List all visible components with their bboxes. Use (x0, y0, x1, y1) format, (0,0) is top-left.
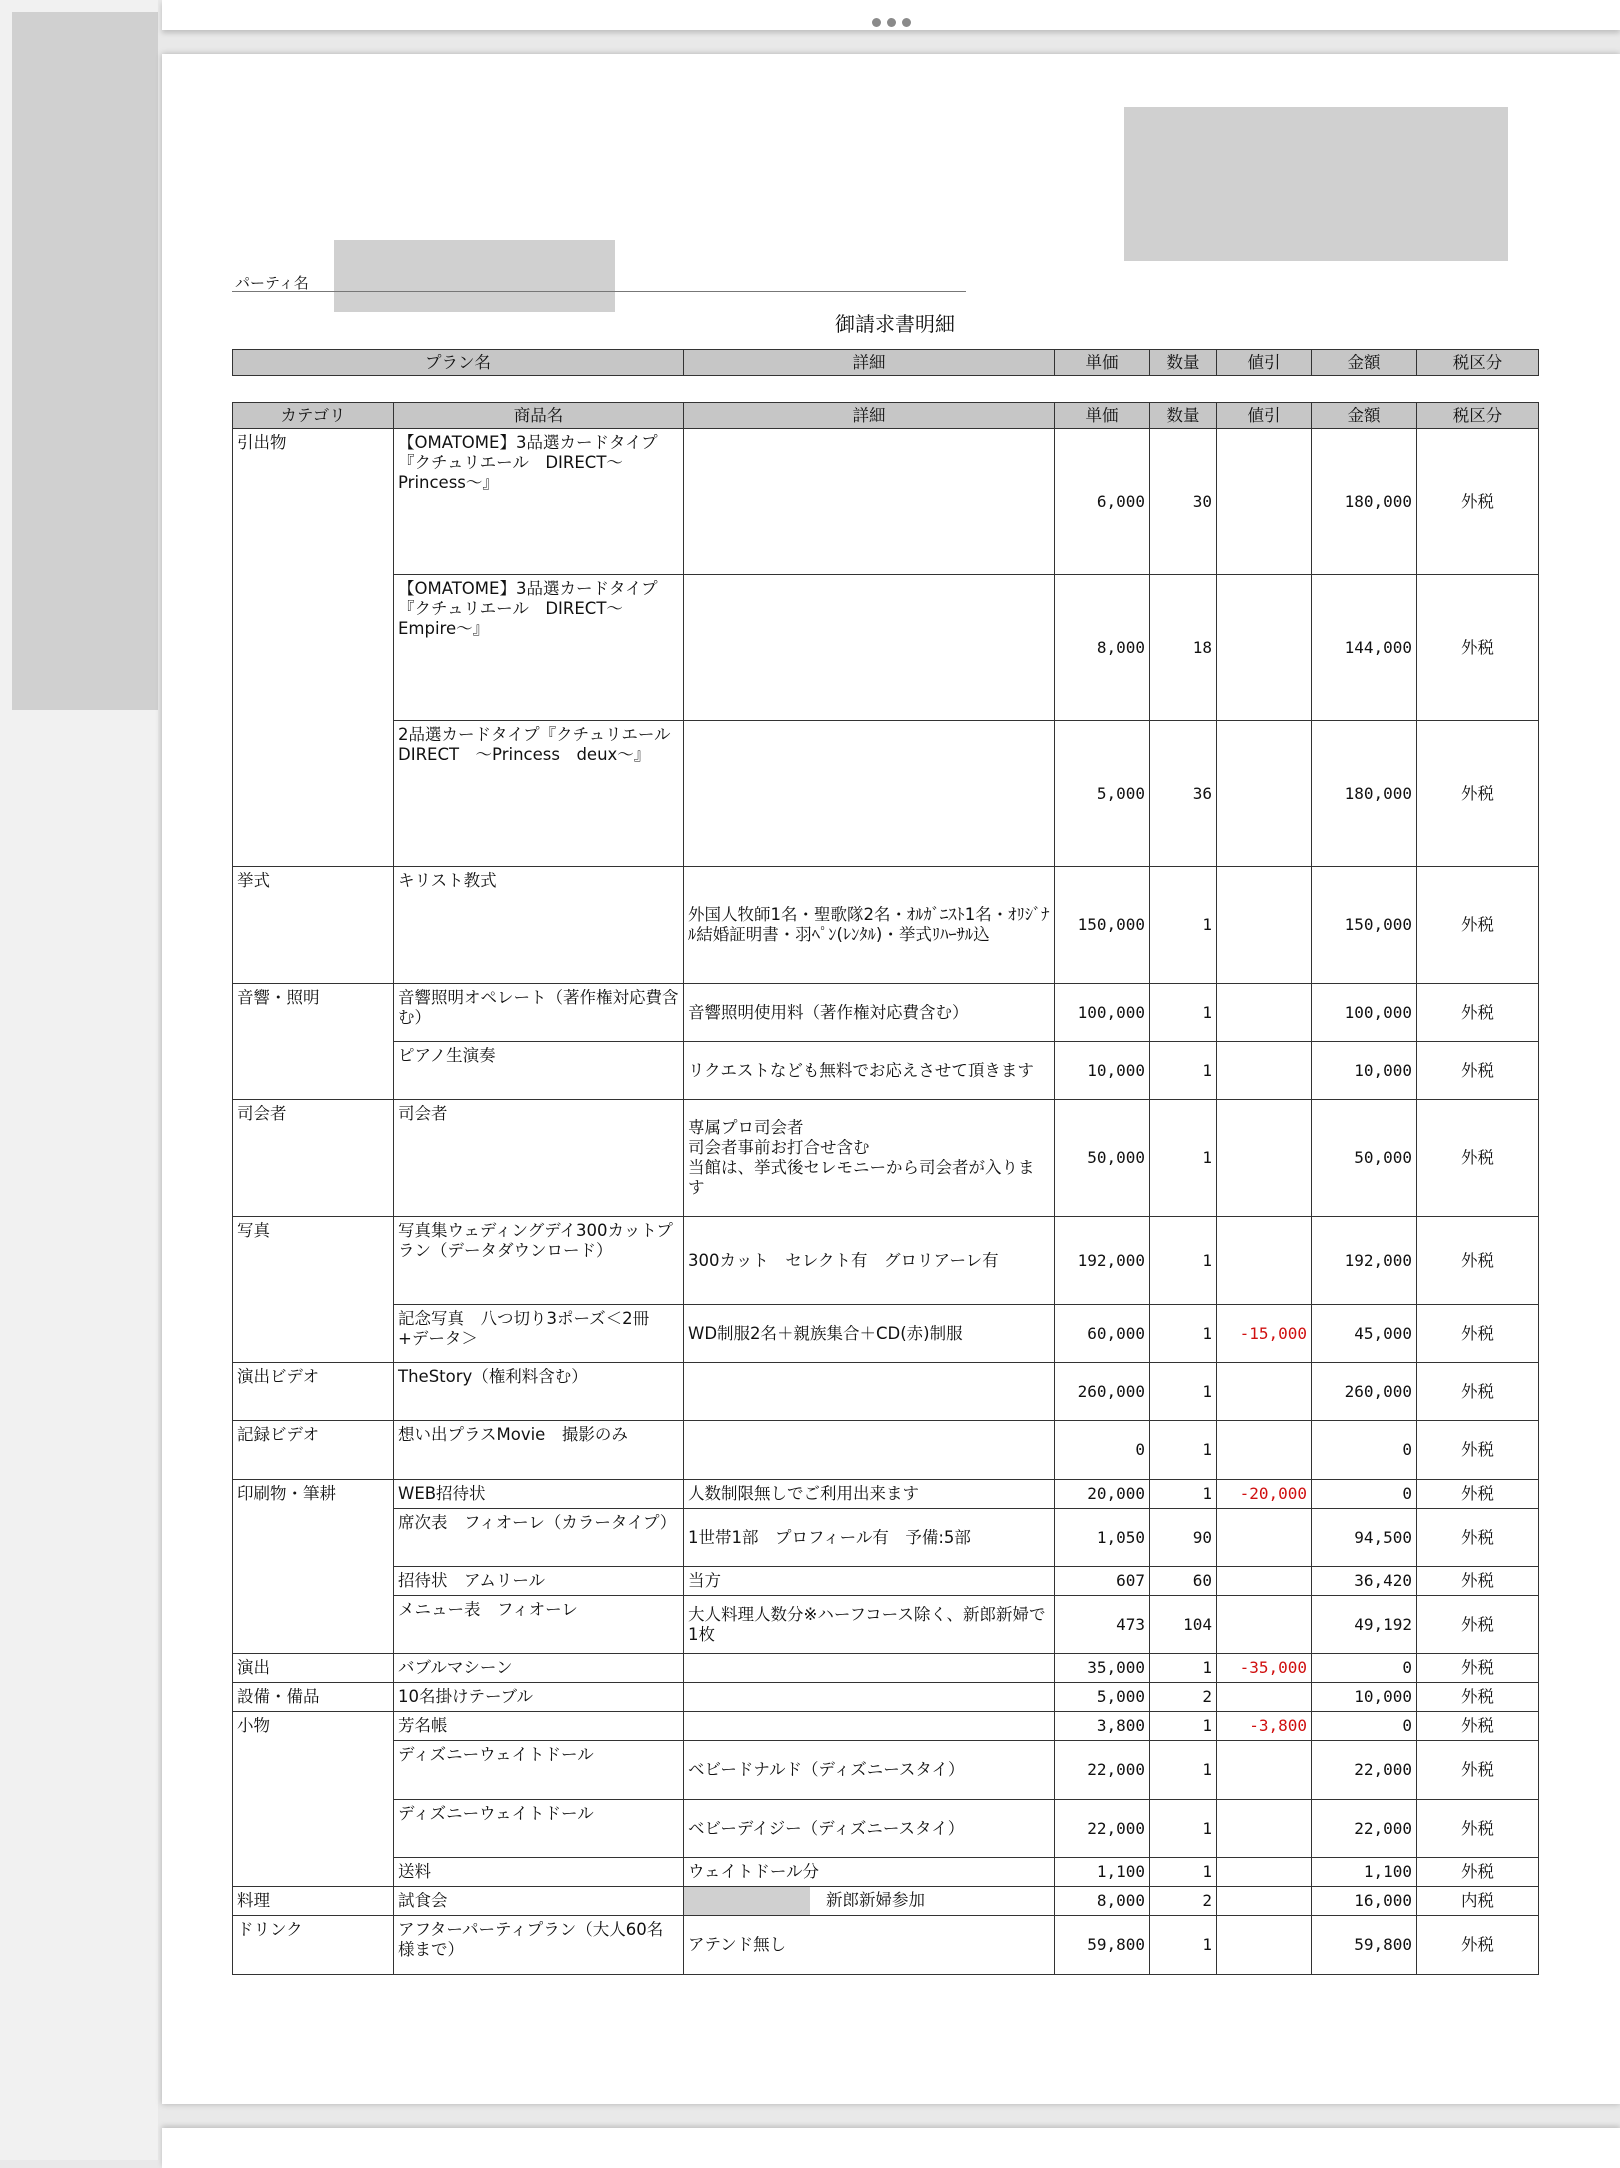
qty-cell: 1 (1150, 1741, 1217, 1800)
price-cell: 35,000 (1055, 1654, 1150, 1683)
items-table (232, 402, 1539, 1975)
plan-header-cell: 数量 (1150, 350, 1217, 376)
table-row (233, 1100, 1539, 1217)
items-header-cell: 税区分 (1417, 403, 1539, 429)
price-cell: 60,000 (1055, 1305, 1150, 1363)
category-cell: 写真 (233, 1217, 394, 1363)
redacted-party-name (334, 240, 615, 312)
page-thumbnail[interactable] (12, 12, 158, 710)
amount-cell: 94,500 (1312, 1509, 1417, 1567)
amount-cell: 22,000 (1312, 1800, 1417, 1858)
table-row (233, 1567, 1539, 1596)
amount-cell: 22,000 (1312, 1741, 1417, 1800)
item-name-cell: ピアノ生演奏 (394, 1042, 684, 1100)
qty-cell: 1 (1150, 1305, 1217, 1363)
table-row (233, 1800, 1539, 1858)
category-cell: 印刷物・筆耕 (233, 1480, 394, 1654)
item-name-cell: 席次表 フィオーレ（カラータイプ） (394, 1509, 684, 1567)
qty-cell: 1 (1150, 1654, 1217, 1683)
amount-cell: 0 (1312, 1712, 1417, 1741)
detail-cell: 1世帯1部 プロフィール有 予備:5部 (684, 1509, 1055, 1567)
table-row (233, 1480, 1539, 1509)
price-cell: 260,000 (1055, 1363, 1150, 1421)
items-header-cell: 単価 (1055, 403, 1150, 429)
detail-cell: 外国人牧師1名・聖歌隊2名・ｵﾙｶﾞﾆｽﾄ1名・ｵﾘｼﾞﾅﾙ結婚証明書・羽ﾍﾟﾝ(ﾚﾝﾀﾙ)・挙式ﾘﾊｰｻﾙ込 (684, 867, 1055, 984)
price-cell: 1,050 (1055, 1509, 1150, 1567)
plan-header-cell: 値引 (1217, 350, 1312, 376)
price-cell: 0 (1055, 1421, 1150, 1480)
table-row (233, 1916, 1539, 1975)
discount-cell (1217, 1741, 1312, 1800)
tax-cell: 外税 (1417, 1683, 1539, 1712)
detail-cell (684, 1712, 1055, 1741)
items-header-row (233, 403, 1539, 429)
item-name-cell: 10名掛けテーブル (394, 1683, 684, 1712)
price-cell: 192,000 (1055, 1217, 1150, 1305)
tax-cell: 外税 (1417, 1480, 1539, 1509)
tax-cell: 外税 (1417, 1741, 1539, 1800)
category-cell: 挙式 (233, 867, 394, 984)
tax-cell: 外税 (1417, 1858, 1539, 1887)
item-name-cell: 2品選カードタイプ『クチュリエール DIRECT 〜Princess deux〜』 (394, 721, 684, 867)
price-cell: 3,800 (1055, 1712, 1150, 1741)
tax-cell: 外税 (1417, 1596, 1539, 1654)
discount-cell (1217, 867, 1312, 984)
detail-text: 新郎新婦参加 (826, 1890, 925, 1910)
discount-cell: -35,000 (1217, 1654, 1312, 1683)
plan-header-cell: 税区分 (1417, 350, 1539, 376)
discount-cell: -15,000 (1217, 1305, 1312, 1363)
amount-cell: 144,000 (1312, 575, 1417, 721)
discount-cell (1217, 1100, 1312, 1217)
detail-cell (684, 1887, 1055, 1916)
invoice-page (162, 54, 1620, 2104)
detail-cell (684, 575, 1055, 721)
plan-header-cell: 単価 (1055, 350, 1150, 376)
item-name-cell: 芳名帳 (394, 1712, 684, 1741)
discount-cell (1217, 1217, 1312, 1305)
detail-cell: ベビーデイジー（ディズニースタイ） (684, 1800, 1055, 1858)
qty-cell: 1 (1150, 1100, 1217, 1217)
item-name-cell: ディズニーウェイトドール (394, 1741, 684, 1800)
item-name-cell: 写真集ウェディングデイ300カットプラン（データダウンロード） (394, 1217, 684, 1305)
amount-cell: 59,800 (1312, 1916, 1417, 1975)
tax-cell: 外税 (1417, 1100, 1539, 1217)
amount-cell: 49,192 (1312, 1596, 1417, 1654)
redacted-detail (684, 1887, 810, 1915)
qty-cell: 1 (1150, 1421, 1217, 1480)
price-cell: 50,000 (1055, 1100, 1150, 1217)
discount-cell (1217, 429, 1312, 575)
item-name-cell: 試食会 (394, 1887, 684, 1916)
qty-cell: 1 (1150, 1800, 1217, 1858)
amount-cell: 50,000 (1312, 1100, 1417, 1217)
amount-cell: 180,000 (1312, 429, 1417, 575)
tax-cell: 外税 (1417, 867, 1539, 984)
discount-cell (1217, 575, 1312, 721)
amount-cell: 0 (1312, 1654, 1417, 1683)
discount-cell (1217, 1858, 1312, 1887)
table-row (233, 1509, 1539, 1567)
detail-cell (684, 1654, 1055, 1683)
table-row (233, 1217, 1539, 1305)
qty-cell: 30 (1150, 429, 1217, 575)
table-row (233, 1596, 1539, 1654)
tax-cell: 外税 (1417, 984, 1539, 1042)
thumbnail-sidebar (0, 0, 158, 2160)
table-row (233, 1683, 1539, 1712)
price-cell: 100,000 (1055, 984, 1150, 1042)
tax-cell: 外税 (1417, 1305, 1539, 1363)
table-row (233, 984, 1539, 1042)
items-header-cell: 数量 (1150, 403, 1217, 429)
detail-cell: ベビードナルド（ディズニースタイ） (684, 1741, 1055, 1800)
price-cell: 22,000 (1055, 1741, 1150, 1800)
discount-cell (1217, 721, 1312, 867)
item-name-cell: 司会者 (394, 1100, 684, 1217)
price-cell: 5,000 (1055, 1683, 1150, 1712)
dot (902, 18, 911, 27)
item-name-cell: TheStory（権利料含む） (394, 1363, 684, 1421)
discount-cell (1217, 1596, 1312, 1654)
price-cell: 1,100 (1055, 1858, 1150, 1887)
category-cell: ドリンク (233, 1916, 394, 1975)
plan-header-cell: プラン名 (233, 350, 684, 376)
price-cell: 59,800 (1055, 1916, 1150, 1975)
category-cell: 演出 (233, 1654, 394, 1683)
discount-cell (1217, 1887, 1312, 1916)
discount-cell (1217, 1509, 1312, 1567)
tax-cell: 外税 (1417, 1654, 1539, 1683)
item-name-cell: 想い出プラスMovie 撮影のみ (394, 1421, 684, 1480)
qty-cell: 104 (1150, 1596, 1217, 1654)
tax-cell: 内税 (1417, 1887, 1539, 1916)
party-name-underline (232, 291, 966, 292)
discount-cell (1217, 1683, 1312, 1712)
item-name-cell: ディズニーウェイトドール (394, 1800, 684, 1858)
party-name-label: パーティ名 (235, 274, 309, 292)
amount-cell: 10,000 (1312, 1683, 1417, 1712)
qty-cell: 1 (1150, 1712, 1217, 1741)
price-cell: 6,000 (1055, 429, 1150, 575)
qty-cell: 2 (1150, 1683, 1217, 1712)
plan-header-cell: 詳細 (684, 350, 1055, 376)
amount-cell: 180,000 (1312, 721, 1417, 867)
item-name-cell: WEB招待状 (394, 1480, 684, 1509)
dot (887, 18, 896, 27)
item-name-cell: アフターパーティプラン（大人60名様まで） (394, 1916, 684, 1975)
tax-cell: 外税 (1417, 1217, 1539, 1305)
qty-cell: 18 (1150, 575, 1217, 721)
category-cell: 引出物 (233, 429, 394, 867)
price-cell: 8,000 (1055, 575, 1150, 721)
table-row (233, 867, 1539, 984)
next-page-edge (162, 2128, 1620, 2168)
price-cell: 150,000 (1055, 867, 1150, 984)
item-name-cell: 【OMATOME】3品選カードタイプ『クチュリエール DIRECT〜Princess〜』 (394, 429, 684, 575)
item-name-cell: 音響照明オペレート（著作権対応費含む） (394, 984, 684, 1042)
tax-cell: 外税 (1417, 721, 1539, 867)
detail-cell: アテンド無し (684, 1916, 1055, 1975)
qty-cell: 1 (1150, 984, 1217, 1042)
category-cell: 小物 (233, 1712, 394, 1887)
tax-cell: 外税 (1417, 1800, 1539, 1858)
category-cell: 記録ビデオ (233, 1421, 394, 1480)
detail-cell: 人数制限無しでご利用出来ます (684, 1480, 1055, 1509)
category-cell: 料理 (233, 1887, 394, 1916)
detail-cell: 大人料理人数分※ハーフコース除く、新郎新婦で1枚 (684, 1596, 1055, 1654)
qty-cell: 1 (1150, 1916, 1217, 1975)
discount-cell (1217, 1363, 1312, 1421)
items-header-cell: 商品名 (394, 403, 684, 429)
table-row (233, 721, 1539, 867)
redacted-logo (1124, 107, 1508, 261)
item-name-cell: バブルマシーン (394, 1654, 684, 1683)
amount-cell: 0 (1312, 1480, 1417, 1509)
price-cell: 8,000 (1055, 1887, 1150, 1916)
detail-cell (684, 721, 1055, 867)
qty-cell: 1 (1150, 867, 1217, 984)
table-row (233, 429, 1539, 575)
tax-cell: 外税 (1417, 1421, 1539, 1480)
price-cell: 22,000 (1055, 1800, 1150, 1858)
tax-cell: 外税 (1417, 429, 1539, 575)
table-row (233, 1712, 1539, 1741)
category-cell: 司会者 (233, 1100, 394, 1217)
table-row (233, 1363, 1539, 1421)
detail-cell (684, 429, 1055, 575)
table-row (233, 1887, 1539, 1916)
category-cell: 音響・照明 (233, 984, 394, 1100)
dot (872, 18, 881, 27)
price-cell: 10,000 (1055, 1042, 1150, 1100)
category-cell: 設備・備品 (233, 1683, 394, 1712)
amount-cell: 150,000 (1312, 867, 1417, 984)
price-cell: 5,000 (1055, 721, 1150, 867)
qty-cell: 1 (1150, 1217, 1217, 1305)
discount-cell: -20,000 (1217, 1480, 1312, 1509)
amount-cell: 45,000 (1312, 1305, 1417, 1363)
table-row (233, 1421, 1539, 1480)
tax-cell: 外税 (1417, 1042, 1539, 1100)
qty-cell: 60 (1150, 1567, 1217, 1596)
page-handle-dots[interactable] (162, 12, 1620, 31)
amount-cell: 10,000 (1312, 1042, 1417, 1100)
items-header-cell: 詳細 (684, 403, 1055, 429)
discount-cell (1217, 1567, 1312, 1596)
detail-cell: 専属プロ司会者 司会者事前お打合せ含む 当館は、挙式後セレモニーから司会者が入ります (684, 1100, 1055, 1217)
price-cell: 20,000 (1055, 1480, 1150, 1509)
amount-cell: 16,000 (1312, 1887, 1417, 1916)
tax-cell: 外税 (1417, 1712, 1539, 1741)
tax-cell: 外税 (1417, 1567, 1539, 1596)
item-name-cell: メニュー表 フィオーレ (394, 1596, 684, 1654)
document-title: 御請求書明細 (835, 312, 955, 336)
detail-cell: ウェイトドール分 (684, 1858, 1055, 1887)
detail-cell: 音響照明使用料（著作権対応費含む） (684, 984, 1055, 1042)
detail-cell (684, 1683, 1055, 1712)
amount-cell: 260,000 (1312, 1363, 1417, 1421)
item-name-cell: キリスト教式 (394, 867, 684, 984)
qty-cell: 1 (1150, 1858, 1217, 1887)
table-row (233, 1042, 1539, 1100)
discount-cell: -3,800 (1217, 1712, 1312, 1741)
plan-header-cell: 金額 (1312, 350, 1417, 376)
tax-cell: 外税 (1417, 1509, 1539, 1567)
detail-cell: リクエストなども無料でお応えさせて頂きます (684, 1042, 1055, 1100)
discount-cell (1217, 984, 1312, 1042)
qty-cell: 2 (1150, 1887, 1217, 1916)
category-cell: 演出ビデオ (233, 1363, 394, 1421)
tax-cell: 外税 (1417, 1363, 1539, 1421)
amount-cell: 1,100 (1312, 1858, 1417, 1887)
table-row (233, 1305, 1539, 1363)
discount-cell (1217, 1916, 1312, 1975)
item-name-cell: 招待状 アムリール (394, 1567, 684, 1596)
table-row (233, 1654, 1539, 1683)
price-cell: 473 (1055, 1596, 1150, 1654)
amount-cell: 192,000 (1312, 1217, 1417, 1305)
plan-header-row (233, 350, 1539, 376)
qty-cell: 36 (1150, 721, 1217, 867)
detail-cell (684, 1421, 1055, 1480)
qty-cell: 1 (1150, 1042, 1217, 1100)
table-row (233, 1858, 1539, 1887)
qty-cell: 1 (1150, 1363, 1217, 1421)
price-cell: 607 (1055, 1567, 1150, 1596)
plan-table (232, 349, 1539, 376)
discount-cell (1217, 1042, 1312, 1100)
discount-cell (1217, 1421, 1312, 1480)
qty-cell: 1 (1150, 1480, 1217, 1509)
detail-cell: 300カット セレクト有 グロリアーレ有 (684, 1217, 1055, 1305)
detail-cell (684, 1363, 1055, 1421)
qty-cell: 90 (1150, 1509, 1217, 1567)
items-header-cell: 金額 (1312, 403, 1417, 429)
detail-cell: 当方 (684, 1567, 1055, 1596)
tax-cell: 外税 (1417, 575, 1539, 721)
items-header-cell: 値引 (1217, 403, 1312, 429)
table-row (233, 1741, 1539, 1800)
items-header-cell: カテゴリ (233, 403, 394, 429)
previous-page-edge (162, 0, 1620, 30)
item-name-cell: 記念写真 八つ切り3ポーズ＜2冊+データ＞ (394, 1305, 684, 1363)
amount-cell: 100,000 (1312, 984, 1417, 1042)
tax-cell: 外税 (1417, 1916, 1539, 1975)
discount-cell (1217, 1800, 1312, 1858)
table-row (233, 575, 1539, 721)
amount-cell: 0 (1312, 1421, 1417, 1480)
item-name-cell: 送料 (394, 1858, 684, 1887)
detail-cell: WD制服2名＋親族集合＋CD(赤)制服 (684, 1305, 1055, 1363)
amount-cell: 36,420 (1312, 1567, 1417, 1596)
item-name-cell: 【OMATOME】3品選カードタイプ『クチュリエール DIRECT〜Empire〜』 (394, 575, 684, 721)
